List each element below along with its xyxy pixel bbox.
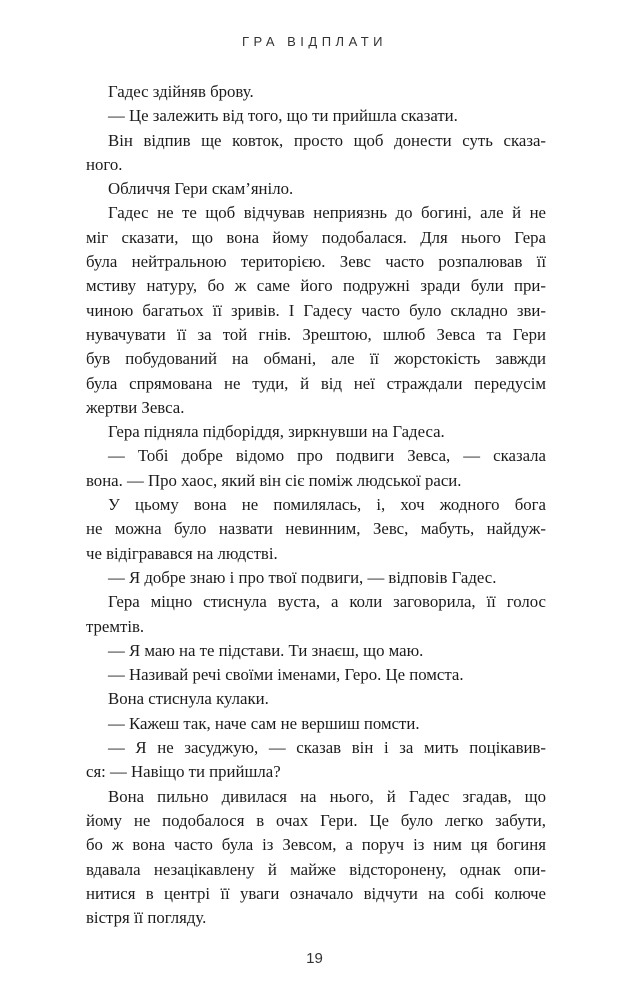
text-line: Гера підняла підборіддя, зиркнувши на Гадеса. (108, 422, 445, 442)
text-line: ся: — Навіщо ти прийшла? (86, 762, 281, 782)
text-line: Гадес не те щоб відчував неприязнь до богині, але й не (108, 203, 546, 223)
text-line: — Називай речі своїми іменами, Геро. Це помста. (108, 665, 464, 685)
text-line: чиною багатьох її зривів. І Гадесу часто було складно зви- (86, 300, 546, 320)
text-line: У цьому вона не помилялась, і, хоч жодного бога (108, 495, 546, 515)
text-line: Він відпив ще ковток, просто щоб донести суть сказа- (108, 130, 546, 150)
page-number: 19 (306, 950, 323, 967)
text-line: мстиву натуру, бо ж саме його подружні зради були при- (86, 276, 546, 296)
text-line: че відігравався на людстві. (86, 543, 278, 563)
text-line: — Я маю на те підстави. Ти знаєш, що маю. (108, 640, 424, 660)
text-line: Вона пильно дивилася на нього, й Гадес згадав, що (108, 786, 546, 806)
text-line: тремтів. (86, 616, 145, 636)
text-line: йому не подобалося в очах Гери. Це було легко забути, (86, 810, 546, 830)
text-line: Гадес здійняв брову. (108, 82, 254, 101)
text-line: ного. (86, 154, 123, 174)
text-line: міг сказати, що вона йому подобалася. Для нього Гера (86, 227, 546, 247)
text-line: — Тобі добре відомо про подвиги Зевса, — сказала (108, 446, 546, 466)
text-line: Обличчя Гери скам’яніло. (108, 179, 294, 199)
text-line: нитися в центрі її уваги означало відчути на собі колюче (86, 883, 546, 903)
text-line: Вона стиснула кулаки. (108, 689, 269, 709)
text-line: нувачувати її за той гнів. Зрештою, шлюб Зевса та Гери (86, 324, 546, 344)
text-line: Гера міцно стиснула вуста, а коли заговорила, її голос (108, 592, 546, 612)
text-line: вона. — Про хаос, який він сіє поміж людської раси. (86, 470, 462, 490)
body-text (86, 80, 546, 930)
text-line: — Я добре знаю і про твої подвиги, — відповів Гадес. (108, 567, 497, 587)
running-head: ГРА ВІДПЛАТИ (241, 34, 388, 49)
text-line: була спрямована не туди, й від неї страждали передусім (86, 373, 546, 393)
text-line: — Кажеш так, наче сам не вершиш помсти. (108, 713, 420, 733)
text-line: був побудований на обмані, але її жорстокість завжди (86, 349, 546, 369)
text-line: бо ж вона часто була із Зевсом, а поруч із ним ця богиня (86, 835, 546, 855)
text-line: — Це залежить від того, що ти прийшла сказати. (108, 106, 458, 126)
text-line: жертви Зевса. (86, 397, 185, 417)
text-line: — Я не засуджую, — сказав він і за мить поцікавив- (108, 738, 546, 758)
text-line: не можна було назвати невинним, Зевс, мабуть, найдуж- (86, 519, 546, 539)
text-line: вдавала незацікавлену й майже відсторонену, однак опи- (86, 859, 546, 879)
text-line: вістря її погляду. (86, 908, 207, 928)
text-line: була нейтральною територією. Зевс часто розпалював її (86, 252, 546, 272)
